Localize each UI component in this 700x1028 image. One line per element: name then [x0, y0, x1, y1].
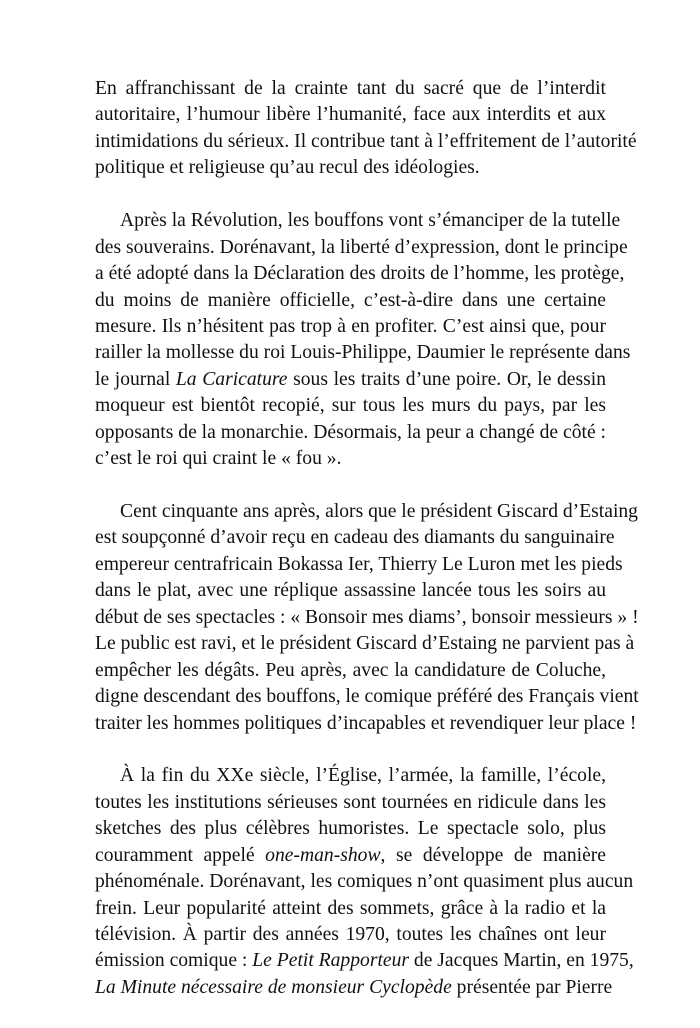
text-segment: a été adopté dans la Déclaration des droits de l’homme, les protège,: [95, 263, 625, 285]
text-segment: Le public est ravi, et le président Giscard d’Estaing ne parvient pas à: [95, 633, 635, 655]
text-segment: opposants de la monarchie. Désormais, la peur a changé de côté :: [95, 421, 606, 443]
text-segment: Après la Révolution, les bouffons vont s’émanciper de la tutelle: [120, 210, 621, 232]
text-segment: À la fin du XXe siècle, l’Église, l’armée, la famille, l’école,: [120, 765, 606, 787]
text-line: [95, 552, 623, 578]
italic-title: Le Petit Rapporteur: [252, 950, 410, 972]
text-segment: phénoménale. Dorénavant, les comiques n’ont quasiment plus aucun: [95, 871, 634, 893]
text-segment: intimidations du sérieux. Il contribue tant à l’effritement de l’autorité: [95, 130, 637, 152]
text-segment: télévision. À partir des années 1970, toutes les chaînes ont leur: [95, 924, 606, 945]
text-line: [95, 658, 606, 684]
text-line: [95, 314, 606, 340]
text-segment: , se développe de manière: [380, 844, 606, 866]
text-line: [95, 922, 606, 948]
text-segment: est soupçonné d’avoir reçu en cadeau des diamants du sanguinaire: [95, 527, 615, 549]
text-line: [95, 975, 613, 1001]
text-line: [95, 578, 606, 604]
text-segment: mesure. Ils n’hésitent pas trop à en profiter. C’est ainsi que, pour: [95, 315, 606, 337]
text-segment: toutes les institutions sérieuses sont tournées en ridicule dans les: [95, 791, 606, 813]
text-line: [95, 816, 606, 842]
text-segment: autoritaire, l’humour libère l’humanité, face aux interdits et aux: [95, 104, 606, 126]
text-line: [95, 288, 606, 314]
italic-title: La Caricature: [175, 368, 288, 390]
text-segment: frein. Leur popularité atteint des sommets, grâce à la radio et la: [95, 897, 606, 919]
text-line: [95, 420, 606, 446]
text-line: [95, 129, 637, 155]
text-segment: traiter les hommes politiques d’incapables et revendiquer leur place !: [95, 712, 637, 734]
document-page: [95, 76, 639, 1028]
text-line: [95, 102, 606, 128]
text-line: [95, 896, 606, 922]
text-segment: le journal: [95, 368, 176, 390]
text-line: [95, 631, 635, 657]
text-segment: railler la mollesse du roi Louis-Philippe, Daumier le représente dans: [95, 342, 631, 364]
text-line: [95, 711, 637, 737]
text-line: [95, 948, 634, 974]
text-segment: sous les traits d’une poire. Or, le dessin: [287, 368, 606, 390]
text-line: [95, 763, 606, 789]
text-segment: des souverains. Dorénavant, la liberté d’expression, dont le principe: [95, 236, 628, 258]
text-line: [95, 393, 606, 419]
text-segment: dans le plat, avec une réplique assassine lancée tous les soirs au: [95, 580, 606, 602]
italic-title: one-man-show: [265, 844, 381, 866]
text-segment: empereur centrafricain Bokassa Ier, Thierry Le Luron met les pieds: [95, 553, 623, 575]
text-line: [95, 499, 638, 525]
text-line: [95, 367, 606, 393]
text-line: [95, 605, 639, 631]
text-segment: politique et religieuse qu’au recul des idéologies.: [95, 157, 480, 179]
text-segment: Cent cinquante ans après, alors que le président Giscard d’Estaing: [120, 501, 638, 522]
text-line: [95, 525, 615, 551]
text-line: [95, 340, 631, 366]
paragraph-2: [95, 208, 631, 472]
text-segment: émission comique :: [95, 950, 253, 972]
text-line: [95, 684, 639, 710]
text-segment: début de ses spectacles : « Bonsoir mes diams’, bonsoir messieurs » !: [95, 606, 639, 628]
text-line: [95, 235, 628, 261]
text-line: [95, 261, 625, 287]
paragraph-3: [95, 499, 639, 737]
text-segment: En affranchissant de la crainte tant du sacré que de l’interdit: [95, 78, 606, 99]
paragraph-1: [95, 76, 637, 182]
text-segment: moqueur est bientôt recopié, sur tous les murs du pays, par les: [95, 395, 606, 417]
text-line: [95, 155, 606, 181]
text-segment: de Jacques Martin, en 1975,: [409, 950, 634, 972]
text-line: [95, 208, 621, 234]
text-segment: empêcher les dégâts. Peu après, avec la candidature de Coluche,: [95, 659, 606, 681]
italic-title: La Minute nécessaire de monsieur Cyclopède: [95, 976, 452, 998]
text-line: [95, 869, 634, 895]
text-line: [95, 76, 606, 102]
text-line: [95, 843, 606, 869]
text-segment: du moins de manière officielle, c’est-à-dire dans une certaine: [95, 289, 606, 311]
text-segment: digne descendant des bouffons, le comique préféré des Français vient: [95, 686, 639, 708]
text-segment: c’est le roi qui craint le « fou ».: [95, 448, 342, 470]
text-line: [95, 790, 606, 816]
paragraph-4: [95, 763, 634, 1001]
text-line: [95, 446, 606, 472]
text-segment: présentée par Pierre: [451, 976, 613, 998]
text-segment: sketches des plus célèbres humoristes. Le spectacle solo, plus: [95, 818, 606, 840]
text-segment: couramment appelé: [95, 844, 266, 866]
